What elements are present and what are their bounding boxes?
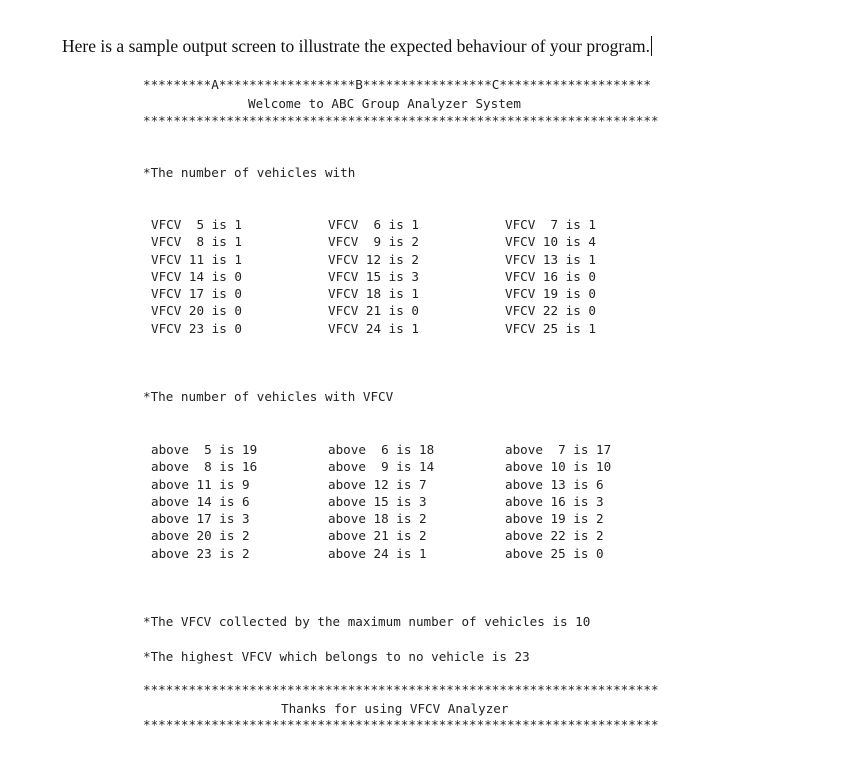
table-cell: VFCV 17 is 0 <box>151 286 242 302</box>
table-cell: above 19 is 2 <box>505 511 604 527</box>
table-cell: above 20 is 2 <box>151 528 250 544</box>
vfcv-count-table <box>151 216 682 337</box>
table-cell: VFCV 24 is 1 <box>328 320 419 336</box>
table-cell: VFCV 23 is 0 <box>151 320 242 336</box>
table-cell: VFCV 11 is 1 <box>151 251 242 267</box>
table-cell: above 17 is 3 <box>151 511 250 527</box>
header-top-border: *********A******************B*****************C******************** <box>143 77 651 92</box>
table-cell: above 5 is 19 <box>151 442 258 457</box>
footer-top-border: ******************************************************************** <box>143 682 659 697</box>
welcome-message: Welcome to ABC Group Analyzer System <box>248 96 521 111</box>
table-cell: VFCV 14 is 0 <box>151 268 242 284</box>
table-cell: above 18 is 2 <box>328 511 427 527</box>
section2-heading: *The number of vehicles with VFCV <box>143 389 394 404</box>
table-cell: above 11 is 9 <box>151 476 250 492</box>
table-cell: VFCV 15 is 3 <box>328 268 419 284</box>
footer-bottom-border: ******************************************************************** <box>143 717 659 732</box>
section1-heading: *The number of vehicles with <box>143 165 356 180</box>
table-cell: VFCV 25 is 1 <box>505 320 596 336</box>
table-cell: above 12 is 7 <box>328 476 427 492</box>
table-cell: VFCV 12 is 2 <box>328 251 419 267</box>
table-cell: VFCV 6 is 1 <box>328 217 419 232</box>
table-cell: VFCV 5 is 1 <box>151 217 242 232</box>
table-cell: above 21 is 2 <box>328 528 427 544</box>
max-vfcv-summary: *The VFCV collected by the maximum number of vehicles is 10 <box>143 614 591 629</box>
table-cell: above 14 is 6 <box>151 493 250 509</box>
table-cell: VFCV 21 is 0 <box>328 303 419 319</box>
table-cell: VFCV 13 is 1 <box>505 251 596 267</box>
header-bottom-border: ******************************************************************** <box>143 113 659 128</box>
table-cell: VFCV 22 is 0 <box>505 303 596 319</box>
table-cell: above 10 is 10 <box>505 459 612 475</box>
table-cell: VFCV 10 is 4 <box>505 234 596 250</box>
table-cell: above 22 is 2 <box>505 528 604 544</box>
table-cell: VFCV 8 is 1 <box>151 234 242 250</box>
highest-empty-vfcv-summary: *The highest VFCV which belongs to no vehicle is 23 <box>143 649 530 664</box>
table-cell: above 9 is 14 <box>328 459 435 475</box>
table-cell: VFCV 19 is 0 <box>505 286 596 302</box>
table-cell: above 24 is 1 <box>328 545 427 561</box>
thanks-message: Thanks for using VFCV Analyzer <box>281 701 509 716</box>
vfcv-above-table <box>151 441 682 562</box>
table-cell: VFCV 20 is 0 <box>151 303 242 319</box>
table-cell: above 16 is 3 <box>505 493 604 509</box>
table-cell: above 13 is 6 <box>505 476 604 492</box>
table-cell: above 25 is 0 <box>505 545 604 561</box>
table-cell: above 7 is 17 <box>505 442 612 457</box>
table-cell: above 15 is 3 <box>328 493 427 509</box>
text-cursor <box>651 36 652 56</box>
intro-text: Here is a sample output screen to illustrate the expected behaviour of your program. <box>62 36 650 56</box>
table-cell: VFCV 9 is 2 <box>328 234 419 250</box>
table-cell: above 8 is 16 <box>151 459 258 475</box>
intro-paragraph <box>62 34 652 58</box>
table-cell: above 23 is 2 <box>151 545 250 561</box>
table-cell: VFCV 18 is 1 <box>328 286 419 302</box>
table-cell: VFCV 7 is 1 <box>505 217 596 232</box>
table-cell: above 6 is 18 <box>328 442 435 457</box>
table-cell: VFCV 16 is 0 <box>505 268 596 284</box>
